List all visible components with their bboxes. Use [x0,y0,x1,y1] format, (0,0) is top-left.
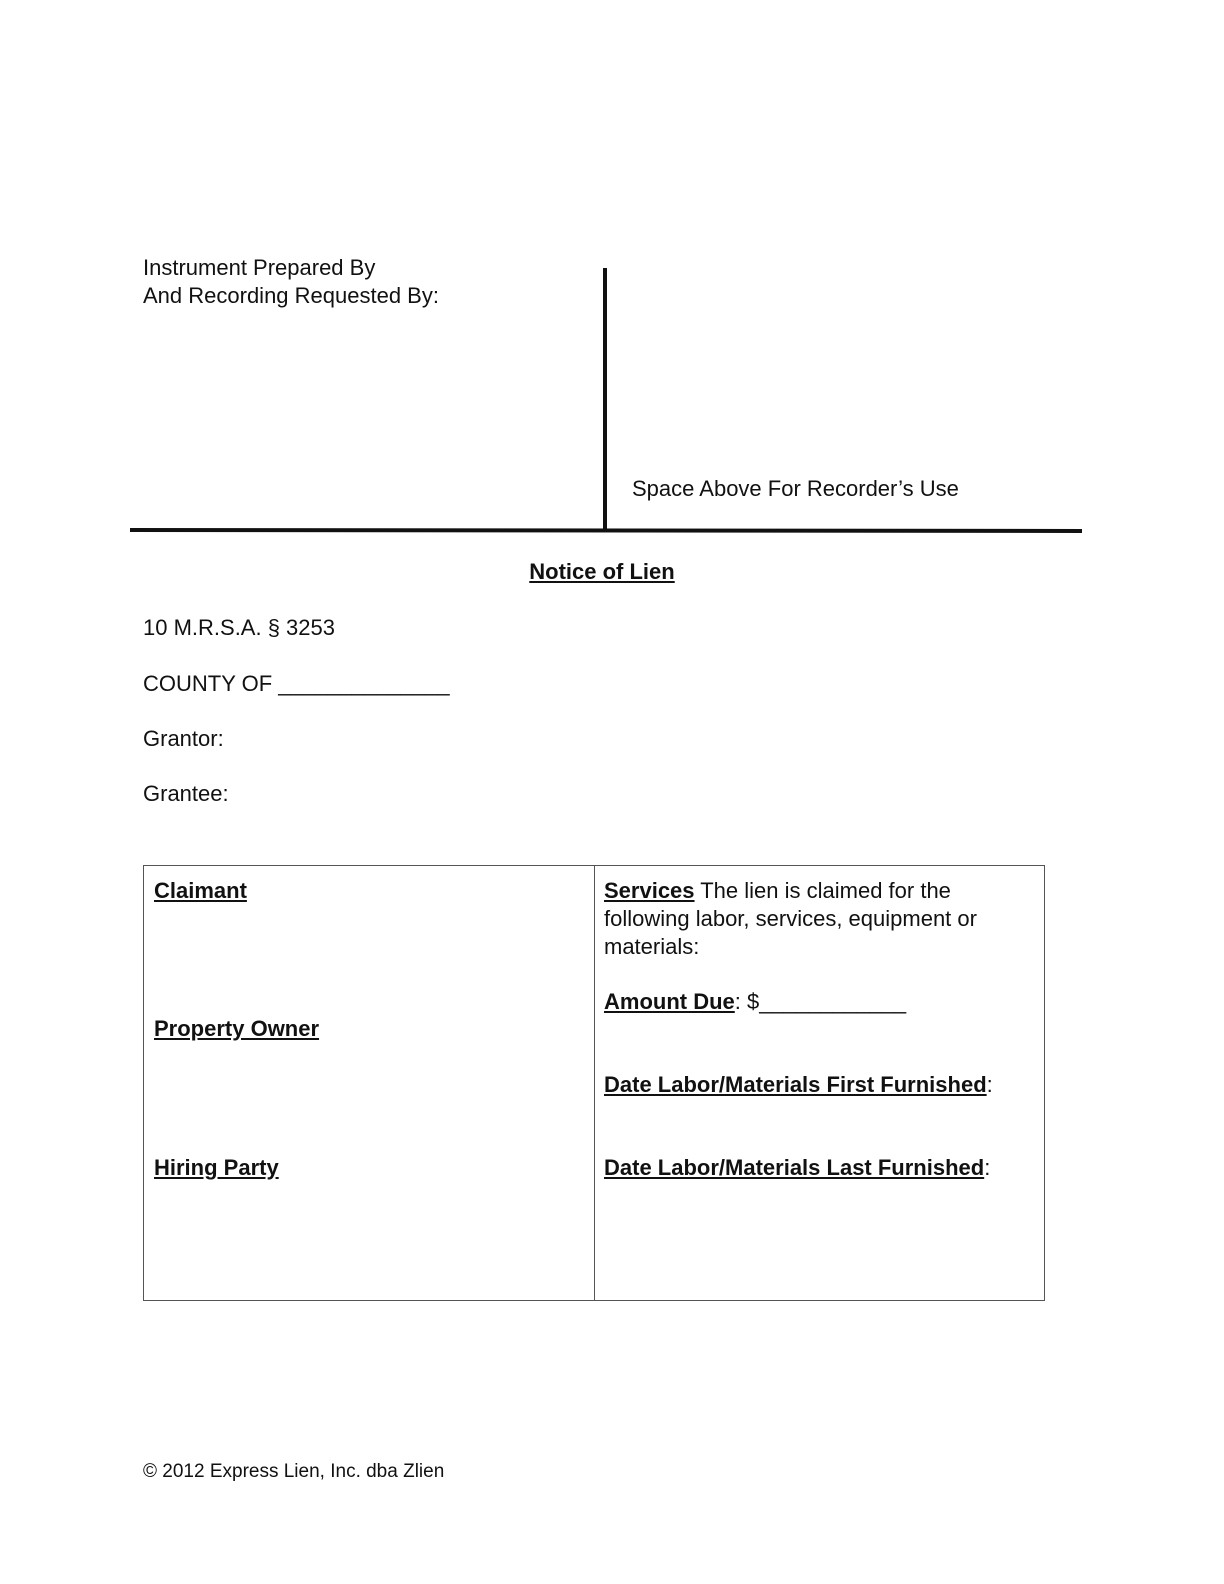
prepared-by-line1: Instrument Prepared By [143,255,376,280]
table-column-divider [594,866,595,1300]
first-furnished-row [604,1071,993,1099]
amount-due-heading: Amount Due [604,989,735,1014]
services-description: The lien is claimed for the following labor, services, equipment or materials: [604,878,977,959]
services-heading: Services [604,878,695,903]
last-furnished-suffix: : [984,1155,991,1180]
amount-due-row [604,988,906,1016]
lien-details-table [143,865,1045,1301]
grantee-label: Grantee: [143,781,229,806]
last-furnished-row [604,1154,990,1182]
document-title: Notice of Lien [529,559,675,584]
copyright-footer: © 2012 Express Lien, Inc. dba Zlien [143,1461,445,1482]
property-owner-heading: Property Owner [154,1016,320,1041]
prepared-by-line2: And Recording Requested By: [143,283,439,308]
hiring-party-heading: Hiring Party [154,1155,279,1180]
last-furnished-heading: Date Labor/Materials Last Furnished [604,1155,985,1180]
amount-due-value: : $____________ [734,989,907,1014]
statute-reference: 10 M.R.S.A. § 3253 [143,615,335,640]
claimant-heading: Claimant [154,878,247,903]
recorder-vertical-divider [603,268,607,531]
county-line: COUNTY OF ______________ [143,671,450,696]
grantor-label: Grantor: [143,726,224,751]
first-furnished-heading: Date Labor/Materials First Furnished [604,1072,987,1097]
recorder-horizontal-divider [130,528,1082,533]
first-furnished-suffix: : [986,1072,993,1097]
services-block [604,877,1024,961]
prepared-by-block [143,254,439,310]
recorder-use-label: Space Above For Recorder’s Use [632,476,959,501]
